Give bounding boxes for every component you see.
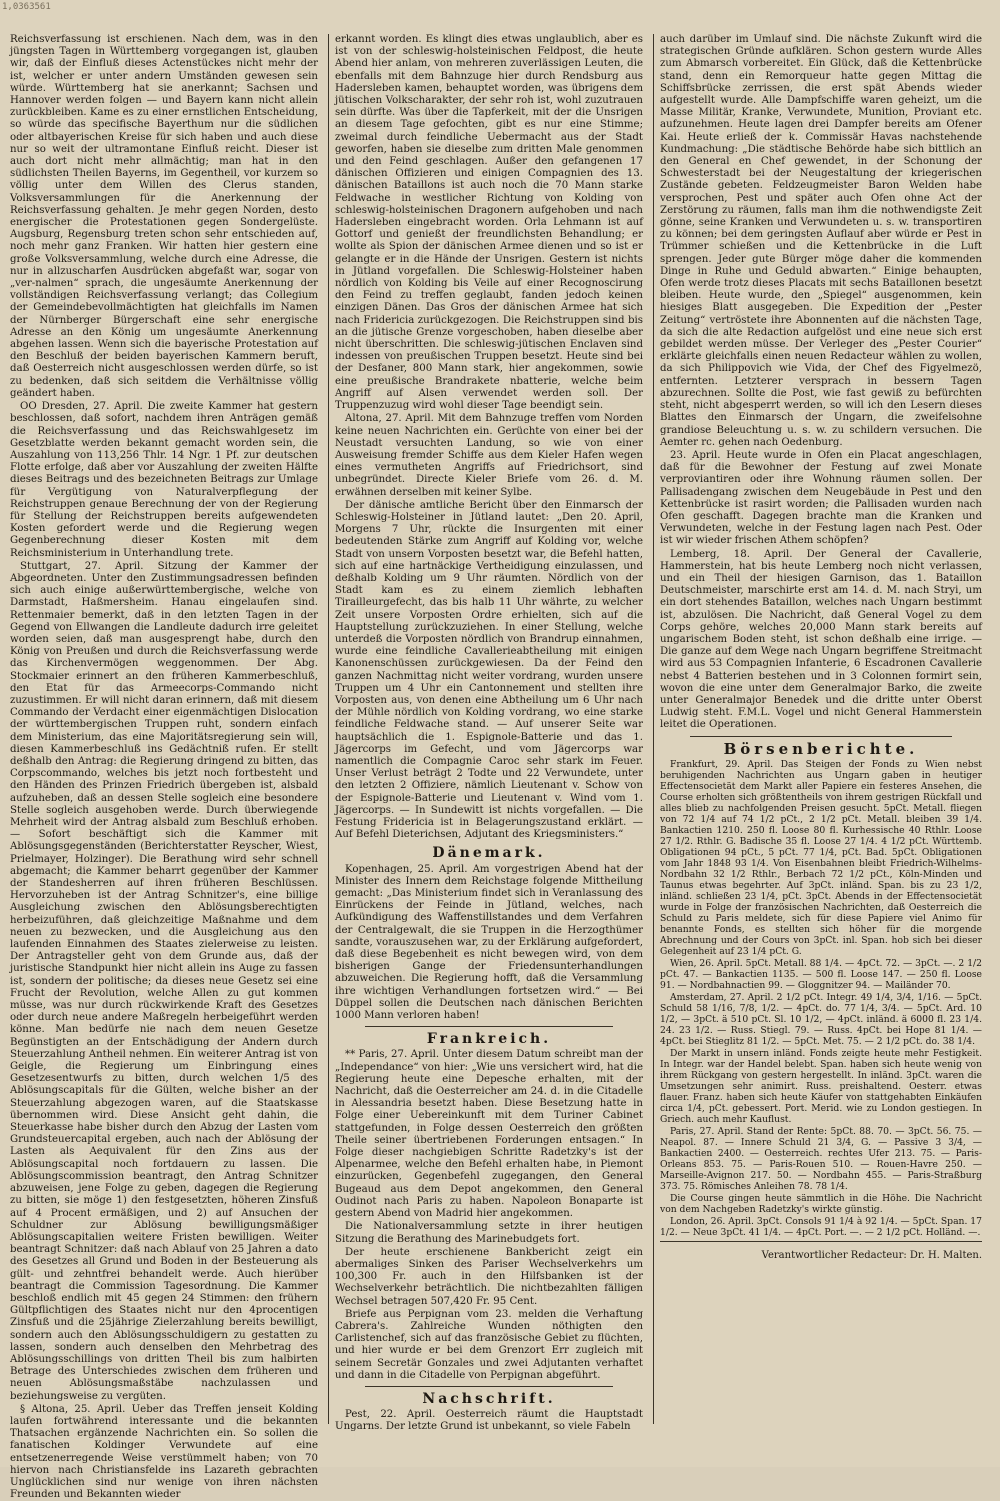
article-bankbericht: Der heute erschienene Bankbericht zeigt ein abermaliges Sinken des Pariser Wechselverkehrs um 100,300 Fr. auch in den Hilfsbanken ist der Wechselverkehr beträchtlich. Die nichtbezahlten fälligen Wechsel betragen 507,420 Fr. 95 Cent. <box>335 1246 643 1307</box>
column-rule-2 <box>653 34 654 1424</box>
section-heading-boersenberichte: Börsenberichte. <box>723 739 919 758</box>
column-3 <box>660 34 982 1424</box>
article-schleswig-cont: erkannt worden. Es klingt dies etwas unglaublich, aber es ist von der schleswig-holsteinischen Feldpost, die heute Abend hier anlam, von mehreren zuverlässigen Leuten, die ebenfalls mit dem Bahnzuge hier durch Rendsburg aus Hadersleben kamen, behauptet worden, was übrigens dem jütischen Volkscharakter, der sehr roh ist, wohl zuzutrauen sein dürfte. Was über die Tapferkeit, mit der die Unsrigen an diesem Tage gefochten, gibt es nur eine Stimme; zweimal durch feindliche Uebermacht aus der Stadt geworfen, haben sie dieselbe zum dritten Male genommen und den Feind geschlagen. Außer den gefangenen 17 dänischen Offizieren und einigen Compagnien des 13. dänischen Bataillons ist auch noch die 70 Mann starke Feldwache in westlicher Richtung von Kolding von schleswig-holsteinischen Dragonern aufgehoben und nach Hadersleben eingebracht worden. Orla Lehmann ist auf Gottorf und genießt der freundlichsten Behandlung; er wollte als Spion der dänischen Armee dienen und so ist er gelangte er in die Hände der Unsrigen. Gestern ist nichts in Jütland vorgefallen. Die Schleswig-Holsteiner haben nördlich von Kolding bis Veile auf einer Recognoscirung den Feind zu treffen geglaubt, fanden jedoch keinen einzigen Dänen. Das Gros der dänischen Armee hat sich nach Fridericia zurückgezogen. Die Reichstruppen sind bis an die jütische Grenze vorgeschoben, haben dieselbe aber nicht überschritten. Die schleswig-jütischen Enclaven sind indessen von preußischen Truppen besetzt. Heute sind bei der Desfaner, 800 Mann stark, hier angekommen, sowie eine preußische Brandrakete nbatterie, welche beim Angriff auf Alsen verwendet werden soll. Der Truppenzuzug wird wohl dieser Tage beendigt sein. <box>335 34 643 412</box>
section-heading-daenemark: Dänemark. <box>432 845 546 862</box>
page-identifier: 1,0363561 <box>2 2 51 12</box>
article-pest-cont: auch darüber im Umlauf sind. Die nächste Zukunft wird die strategischen Gründe aufklären. Schon gestern wurde Alles zum Abmarsch vorbereitet. Ein Glück, daß die Kettenbrücke stand, denn ein Remorqueur hatte gegen Mittag die Schiffsbrücke zerrissen, die erst spät Abends wieder aufgestellt wurde. Alle Dampfschiffe waren geheizt, um die Masse Militär, Kranke, Verwundete, Munition, Proviant etc. aufzunehmen. Heute lagen drei Dampfer bereits am Ofener Kai. Heute erließ der k. Commissär Havas nachstehende Kundmachung: „Die städtische Behörde habe sich bittlich an den General en Chef gewendet, in der Schonung der Schwesterstadt bei der Neugestaltung der kriegerischen Zustände gebeten. Feldzeugmeister Baron Welden habe versprochen, Pest und später auch Ofen ohne Act der Zerstörung zu räumen, falls man ihm die nothwendigste Zeit gönne, seine Kranken und Verwundeten u. s. w. transportiren zu können; bei dem geringsten Auflauf aber würde er Pest in Trümmer schießen und die Kettenbrücke in die Luft sprengen. Jeder gute Bürger möge daher die kommenden Dinge in Ruhe und Geduld abwarten.“ Einige behaupten, Ofen werde trotz dieses Placats mit sechs Bataillonen besetzt bleiben. Heute wurde, den „Spiegel“ ausgenommen, kein hiesiges Blatt ausgegeben. Die Expedition der „Pester Zeitung“ vertröstete ihre Abonnenten auf die nächsten Tage, da sich die alte Redaction aufgelöst und eine neue sich erst gebildet werden müsse. Der Verleger des „Pester Courier“ erklärte gleichfalls einen neuen Redacteur wählen zu wollen, da sich Philippovich wie Vida, der Chef des Figyelmezö, entfernten. Letzterer versprach in bessern Tagen abzurechnen. Sollte die Post, wie fast gewiß zu befürchten steht, nicht abgesperrt werden, so will ich den Lesern dieses Blattes den Einmarsch der Ungarn, die zweifelsohne grandiose Beleuchtung u. s. w. zu schildern versuchen. Die Aemter rc. gehen nach Oedenburg. <box>660 34 982 448</box>
divider <box>690 736 952 737</box>
article-reichsverfassung: Reichsverfassung ist erschienen. Nach dem, was in den jüngsten Tagen in Württemberg vorgegangen ist, glauben wir, daß der Einfluß dieses Actenstückes nicht mehr der ist, welcher er unter andern Umständen gewesen sein würde. Württemberg hat sie anerkannt; Sachsen und Hannover werden folgen — und Bayern kann nicht allein zurückbleiben. Kame es zu einer ernstlichen Entscheidung, so würde das specifische Bayerthum nur die südlichen oder altbayerischen Kreise für sich haben und auch diese nur so weit der ultramontane Einfluß reicht. Dieser ist auch dort nicht mehr allmächtig; man hat in den südlichsten Theilen Bayerns, im Gegentheil, vor kurzem so völlig unter dem Willen des Clerus standen, Volksversammlungen für die Anerkennung der Reichsverfassung gehalten. Je mehr gegen Norden, desto energischer die Protestationen gegen Sondergelüste. Augsburg, Regensburg treten schon sehr entschieden auf, noch mehr ganz Franken. Wir hatten hier gestern eine große Volksversammlung, welche durch eine Adresse, die nur in allzuscharfen Ausdrücken abgefaßt war, sogar von „ver-nalmen“ sprach, die ungesäumte Anerkennung der vollständigen Reichsverfassung verlangt; das Collegium der Gemeindebevollmächtigten hat gleichfalls im Namen der Nürnberger Bürgerschaft eine sehr energische Adresse an den König um ungesäumte Anerkennung abgehen lassen. Wenn sich die bayerische Protestation auf den Beschluß der beiden bayerischen Kammern beruft, daß Oesterreich nicht ausgeschlossen werden dürfe, so ist zu bedenken, daß sich seitdem die Verhältnisse völlig geändert haben. <box>10 34 318 399</box>
market-amsterdam-note: Der Markt in unsern inländ. Fonds zeigte heute mehr Festigkeit. In Integr. war der Handel belebt. Span. haben sich heute wenig von ihrem Rückgang von gestern hergestellt. In inländ. 3pCt. waren die Umsetzungen sehr animirt. Russ. preishaltend. Oesterr. etwas flauer. Franz. haben sich heute Käufer von stattgehabten Einkäufen circa 1/4, pCt. gebessert. Port. Merid. wie zu London gestiegen. In Griech. auch mehr Kauflust. <box>660 1047 982 1125</box>
market-amsterdam: Amsterdam, 27. April. 2 1/2 pCt. Integr. 49 1/4, 3/4, 1/16. — 5pCt. Schuld 58 1/16, 7/8, 1/2. — 4pCt. do. 77 1/4, 3/4. — 5pCt. Ard. 10 1/2, — 3pCt. ä 510 pCt. Sl. 10 1/2, — 4pCt. inländ. ä 6000 fl. 23 1/4. 24. 23 1/2. — Russ. Stiegl. 79. — Russ. 4pCt. bei Hope 81 1/4. — 4pCt. bei Stieglitz 81 1/2. — 5pCt. Met. 75. — 2 1/2 pCt. do. 38 1/4. <box>660 991 982 1047</box>
article-kopenhagen: Kopenhagen, 25. April. Am vorgestrigen Abend hat der Minister des Innern dem Reichstage folgende Mittheilung gemacht: „Das Ministerium findet sich in Veranlassung des Einrückens der Feinde in Jütland, welches, nach Aufkündigung des Waffenstillstandes und dem Verfahren der Centralgewalt, die sie Truppen in die Herzogthümer sandte, vorauszusehen war, zu der Erklärung aufgefordert, daß diese Begebenheit es nicht bewegen wird, von dem bisherigen Gange der Friedensunterhandlungen abzuweichen. Die Regierung hofft, daß die Versammlung ihre wichtigen Verhandlungen fortsetzen wird.“ — Bei Düppel sollen die Deutschen nach dänischen Berichten 1000 Mann verloren haben! <box>335 863 643 1022</box>
market-wien: Wien, 26. April. 5pCt. Metall. 88 1/4. — 4pCt. 72. — 3pCt. —. 2 1/2 pCt. 47. — Bankactien 1135. — 500 fl. Loose 147. — 250 fl. Loose 91. — Nordbahnactien 99. — Gloggnitzer 94. — Mailänder 70. <box>660 957 982 991</box>
article-danish-report: Der dänische amtliche Bericht über den Einmarsch der Schleswig-Holsteiner in Jütland lautet: „Den 20. April, Morgens 7 Uhr, rückte die Insurgenten mit einer bedeutenden Stärke zum Angriff auf Kolding vor, welche Stadt von unsern Vorposten besetzt war, die Befehl hatten, sich auf eine hartnäckige Vertheidigung einzulassen, und deßhalb Kolding um 9 Uhr räumten. Nördlich von der Stadt kam es zu einem ziemlich lebhaften Tirailleurgefecht, das bis halb 11 Uhr währte, zu welcher Zeit unsere Vorposten Ordre erhielten, sich auf die Hauptstellung zurückzuziehen. In einer Stellung, welche unterdeß die Vorposten nördlich von Brandrup einnahmen, wurde eine feindliche Cavallerieabtheilung mit einigen Kanonenschüssen zurückgewiesen. Da der Feind den ganzen Nachmittag nicht weiter vordrang, wurden unsere Truppen um 4 Uhr ein Cantonnement und stellten ihre Vorposten aus, von denen eine Abtheilung um 6 Uhr nach der Mühle nördlich von Kolding vordrang, wo eine starke feindliche Feldwache stand. — Auf unserer Seite war hauptsächlich die 1. Espignole-Batterie und das 1. Jägercorps im Gefecht, und vom Jägercorps war namentlich die Compagnie Caroc sehr stark im Feuer. Unser Verlust beträgt 2 Todte und 22 Verwundete, unter den letzten 2 Offiziere, nämlich Lieutenant v. Schow von der Espignole-Batterie und Lieutenant v. Wind vom 1. Jägercorps. — In Sundewitt ist nichts vorgefallen. — Die Festung Fridericia ist in Belagerungszustand erklärt. — Auf Befehl Dieterichsen, Adjutant des Kriegsministers.“ <box>335 499 643 841</box>
article-stuttgart: Stuttgart, 27. April. Sitzung der Kammer der Abgeordneten. Unter den Zustimmungsadressen befinden sich auch einige außerwürttembergische, welche von Darmstadt, Haßmersheim. Hanau eingelaufen sind. Rettenmaier bemerkt, daß in den letzten Tagen in der Gegend von Ellwangen die Landleute dadurch irre geleitet worden seien, daß man ausgesprengt habe, durch den König von Preußen und durch die Reichsverfassung werde das Kirchenvermögen weggenommen. Der Abg. Stockmaier erinnert an den früheren Kammerbeschluß, den Etat für das Armeecorps-Commando nicht zuzustimmen. Er will nicht daran erinnern, daß mit diesem Commando der Verdacht einer eigenmächtigen Dislocation der württembergischen Truppen ruht, sondern einfach dem Ministerium, das eine Majoritätsregierung sein will, diesen Kammerbeschluß ins Gedächtniß rufen. Er stellt deßhalb den Antrag: die Regierung dringend zu bitten, das Corpscommando, welches bis jetzt noch fortbesteht und den Händen des Prinzen Friedrich übergeben ist, alsbald aufzuheben, daß an dessen Stelle sogleich eine besondere Stelle sogleich ausgehoben werde. Durch überwiegende Mehrheit wird der Antrag alsbald zum Beschluß erhoben. — Sofort beschäftigt sich die Kammer mit Ablösungsgegenständen (Berichterstatter Reyscher, Wiest, Prielmayer, Holzinger). Die Berathung wird sehr schnell abgemacht; die Kammer beharrt gegenüber der Kammer der Standesherren auf ihren früheren Beschlüssen. Hervorzuheben ist der Antrag Schnitzer's, eine billige Ausgleichung zwischen den Ablösungsberechtigten herbeizuführen, daß gleichzeitige Maßnahme und dem neuen zu bezwecken, und die Ausgleichung aus den laufenden Einnahmen des Staates zielerweise zu leisten. Der Antragsteller geht von dem Grunde aus, daß der juristische Standpunkt hier nicht allein ins Auge zu fassen ist, sondern der politische; da dieses neue Gesetz sei eine Frucht der Revolution, welche Allen zu gut kommen müsse, was nur durch rückwirkende Kraft des Gesetzes oder durch neue andere Maßregeln herbeigeführt werden könne. Man bedürfe nie nach dem neuen Gesetze Begünstigten an der Entschädigung der Andern durch Steuerzahlung Antheil nehmen. Ein weiterer Antrag ist von Geigle, die Regierung um Einbringung eines Gesetzesentwurfs zu bitten, durch welchen 1/5 des Ablösungscapitals für die Gülten, welche bisher an der Steuerzahlung abgezogen waren, auf die Staatskasse übernommen wird. Diese Ansicht geht dahin, die Steuerkasse habe bisher durch den Abzug der Lasten vom Grundsteuercapital ergeben, auch nach der Ablösung der Lasten als Aequivalent für den Zins aus der Ablösungscapital noch fortdauern zu lassen. Die Ablösungscommission beantragt, den Antrag Schnitzer abzuweisen, jene Folge zu geben, dagegen die Regierung zu bitten, sie möge 1) den festgesetzten, höheren Zinsfuß auf 4 Procent ermäßigen, und 2) auf Ansuchen der Schuldner zur Ablösung bewilligungsmäßiger Ablösungscapitalien weitere Fristen bewilligen. Weiter beantragt Schnitzer: daß nach Ablauf von 25 Jahren a dato des Gesetzes all Grund und Boden in der Besteuerung als gült- und zehntfrei behandelt werde. Auch hierüber beantragt die Commission Tagesordnung. Die Kammer beschloß endlich mit 45 gegen 24 Stimmen: den frühern Gültpflichtigen des Staates nicht nur den 4procentigen Zinsfuß und die 25jährige Zielerzahlung bereits bewilligt, sondern auch den Ablösungsschuldigern zu gestatten zu lassen, sondern auch denselben den Mehrbetrag des Ablösungsschillings von dritten Theil bis zum halbirten Betrage des Unterschiedes zwischen dem früheren und neuen Ablösungsmaßstäbe nachzulassen und beziehungsweise zu vergüten. <box>10 560 318 1402</box>
article-nationalversammlung: Die Nationalversammlung setzte in ihrer heutigen Sitzung die Berathung des Marinebudgets fort. <box>335 1221 643 1245</box>
section-heading-nachschrift: Nachschrift. <box>422 1390 556 1407</box>
market-paris: Paris, 27. April. Stand der Rente: 5pCt. 88. 70. — 3pCt. 56. 75. — Neapol. 87. — Innere Schuld 21 3/4, G. — Passive 3 3/4, — Bankactien 2400. — Oesterreich. rechtes Ufer 213. 75. — Paris-Orleans 853. 75. — Paris-Rouen 510. — Rouen-Havre 250. — Marseille-Avignon 217. 50. — Nordbahn 455. — Paris-Straßburg 373. 75. Römisches Anleihen 78. 78 1/4. <box>660 1125 982 1192</box>
article-april-23: 23. April. Heute wurde in Ofen ein Placat angeschlagen, daß für die Bewohner der Festung auf zwei Monate verproviantiren oder ihre Wohnung räumen sollen. Der Pallisadengang zwischen dem Neugebäude in Pest und den Kettenbrücke ist rasirt worden; die Pallisaden wurden nach Ofen geschafft. Dagegen brachte man die Kranken und Verwundeten, welche in der Festung lagen nach Pest. Oder ist wir wieder frischen Athem schöpfen? <box>660 449 982 547</box>
column-1 <box>10 34 318 1501</box>
column-2 <box>335 34 643 1433</box>
article-dresden: OO Dresden, 27. April. Die zweite Kammer hat gestern beschlossen, daß sofort, nachdem ihren Anträgen gemäß die Reichsverfassung und das Reichswahlgesetz im Gesetzblatte werden bekannt gemacht worden sein, die Auszahlung von 113,256 Thlr. 14 Ngr. 1 Pf. zur deutschen Flotte erfolge, daß aber vor Auszahlung der zweiten Hälfte dieses Beitrags und des bezeichneten Beitrags zur Umlage für Vergütigung von Naturalverpflegung der Reichstruppen genaue Berechnung der von der Regierung für Stellung der Reichstruppen bereits aufgewendeten Kosten gefordert werde und die Regierung wegen Gegenberechnung dieser Kosten mit dem Reichsministerium in Unterhandlung trete. <box>10 401 318 559</box>
divider <box>660 1241 982 1242</box>
market-frankfurt: Frankfurt, 29. April. Das Steigen der Fonds zu Wien nebst beruhigenden Nachrichten aus Ungarn gaben in heutiger Effectensocietät dem Markt aller Papiere ein festeres Ansehen, die Course erholten sich größtentheils von ihrem gestrigen Rückfall und alles blieb zu nachfolgenden Preisen gesucht. 5pCt. Metall. fliegen von 72 1/4 auf 74 1/2 pCt., 2 1/2 pCt. Metall. bleiben 39 1/4. Bankactien 1210. 250 fl. Loose 80 fl. Kurhessische 40 Rthlr. Loose 27 1/2. Rthlr. G. Badische 35 fl. Loose 27 1/4. 4 1/2 pCt. Württemb. Obligationen 94 pCt., 5 pCt. 77 1/4, pCt. Bad. 5pCt. Obligationen vom Jahr 1848 93 1/4. Von Eisenbahnen bleibt Friedrich-Wilhelms-Nordbahn 32 1/2 Rthlr., Berbach 72 1/2 pCt., Köln-Minden und Taunus etwas begehrter. Auf 3pCt. inländ. Span. bis zu 23 1/2, inländ. schließen 23 1/4, pCt. 3pCt. Abends in der Effectensocietät wurde in Folge der französischen Nachrichten, daß Oesterreich die Schuld zu Paris meldete, sich für diese Papiere viel Animo für benannte Fonds, es stellten sich höher für die morgende Abrechnung und der Cours von 3pCt. inl. Span. hob sich bei dieser Gelegenheit auf 23 1/4 pCt. G. <box>660 758 982 957</box>
article-perpignan: Briefe aus Perpignan vom 23. melden die Verhaftung Cabrera's. Zahlreiche Wunden nöthigten den Carlistenchef, sich auf das französische Gebiet zu flüchten, und hier wurde er bei dem Grenzort Err zugleich mit seinem Secretär Gonzales und zwei Adjutanten verhaftet und dann in die Citadelle von Perpignan abgeführt. <box>335 1308 643 1381</box>
market-london: London, 26. April. 3pCt. Consols 91 1/4 à 92 1/4. — 5pCt. Span. 17 1/2. — Neue 3pCt. 41 1/4. — 4pCt. Port. —. — 2 1/2 pCt. Holländ. —. <box>660 1215 982 1238</box>
article-altona-1: § Altona, 25. April. Ueber das Treffen jenseit Kolding laufen fortwährend interessante und die bekannten Thatsachen ergänzende Nachrichten ein. So sollen die fanatischen Koldinger Verwundete auf eine entsetzenerregende Weise verstümmelt haben; von 70 hiervon nach Christiansfelde ins Lazareth gebrachten Unglücklichen sind nur wenige von ihren nächsten Freunden und Bekannten wieder <box>10 1403 318 1501</box>
divider <box>365 1026 613 1027</box>
article-paris: ** Paris, 27. April. Unter diesem Datum schreibt man der „Independance“ von hier: „Wie uns versichert wird, hat die Regierung heute eine Depesche erhalten, mit der Nachricht, daß die Oesterreicher am 24. d. in die Citadelle in Alessandria besetzt haben. Diese Besetzung hatte in Folge einer Uebereinkunft mit dem Turiner Cabinet stattgefunden, in Folge dessen Oesterreich den größten Theile seiner übertriebenen Forderungen entsagen.“ In Folge dieser nachgiebigen Schritte Radetzky's ist der Alpenarmee, welche den Befehl erhalten habe, in Piemont einzurücken, Gegenbefehl zugegangen, den General Bugeaud aus dem Depot angekommen, den General Oudinot nach Paris zu haben. Napoleon Bonaparte ist gestern Abend von Madrid hier angekommen. <box>335 1049 643 1220</box>
section-heading-frankreich: Frankreich. <box>426 1031 552 1048</box>
article-altona-2: Altona, 27. April. Mit dem Bahnzuge treffen vom Norden keine neuen Nachrichten ein. Gerüchte von einer bei der Neustadt versuchten Landung, so wie von einer Ausweisung fremder Schiffe aus dem Kieler Hafen wegen eines vermutheten Angriffs auf Friedrichsort, sind unbegründet. Directe Kieler Briefe vom 26. d. M. erwähnen derselben mit keiner Sylbe. <box>335 413 643 498</box>
editor-line: Verantwortlicher Redacteur: Dr. H. Malten. <box>761 1249 982 1261</box>
article-lemberg: Lemberg, 18. April. Der General der Cavallerie, Hammerstein, hat bis heute Lemberg noch nicht verlassen, und ein Theil der hiesigen Garnison, das 1. Bataillon Deutschmeister, marschirte erst am 14. d. M. nach Stryi, um ein dort stehendes Bataillon, welches nach Ungarn bestimmt ist, abzulösen. Die Nachricht, daß General Vogel zu dem Corps gehöre, welches 20,000 Mann stark bereits auf ungarischem Boden steht, ist schon deßhalb eine irrige. — Die ganze auf dem Wege nach Ungarn begriffene Streitmacht wird aus 53 Compagnien Infanterie, 6 Escadronen Cavallerie nebst 4 Batterien bestehen und in 3 Colonnen formirt sein, wovon die eine unter dem Generalmajor Barko, die zweite unter Generalmajor Benedek und die dritte unter Oberst Ludwig steht. F.M.L. Vogel und nicht General Hammerstein leitet die Operationen. <box>660 548 982 731</box>
divider <box>365 1386 613 1387</box>
column-rule-1 <box>328 34 329 1424</box>
article-pest: Pest, 22. April. Oesterreich räumt die Hauptstadt Ungarns. Der letzte Grund ist unbekannt, so viele Fabeln <box>335 1409 643 1433</box>
market-paris-note: Die Course gingen heute sämmtlich in die Höhe. Die Nachricht von dem Nachgeben Radetzky's wirkte günstig. <box>660 1192 982 1215</box>
